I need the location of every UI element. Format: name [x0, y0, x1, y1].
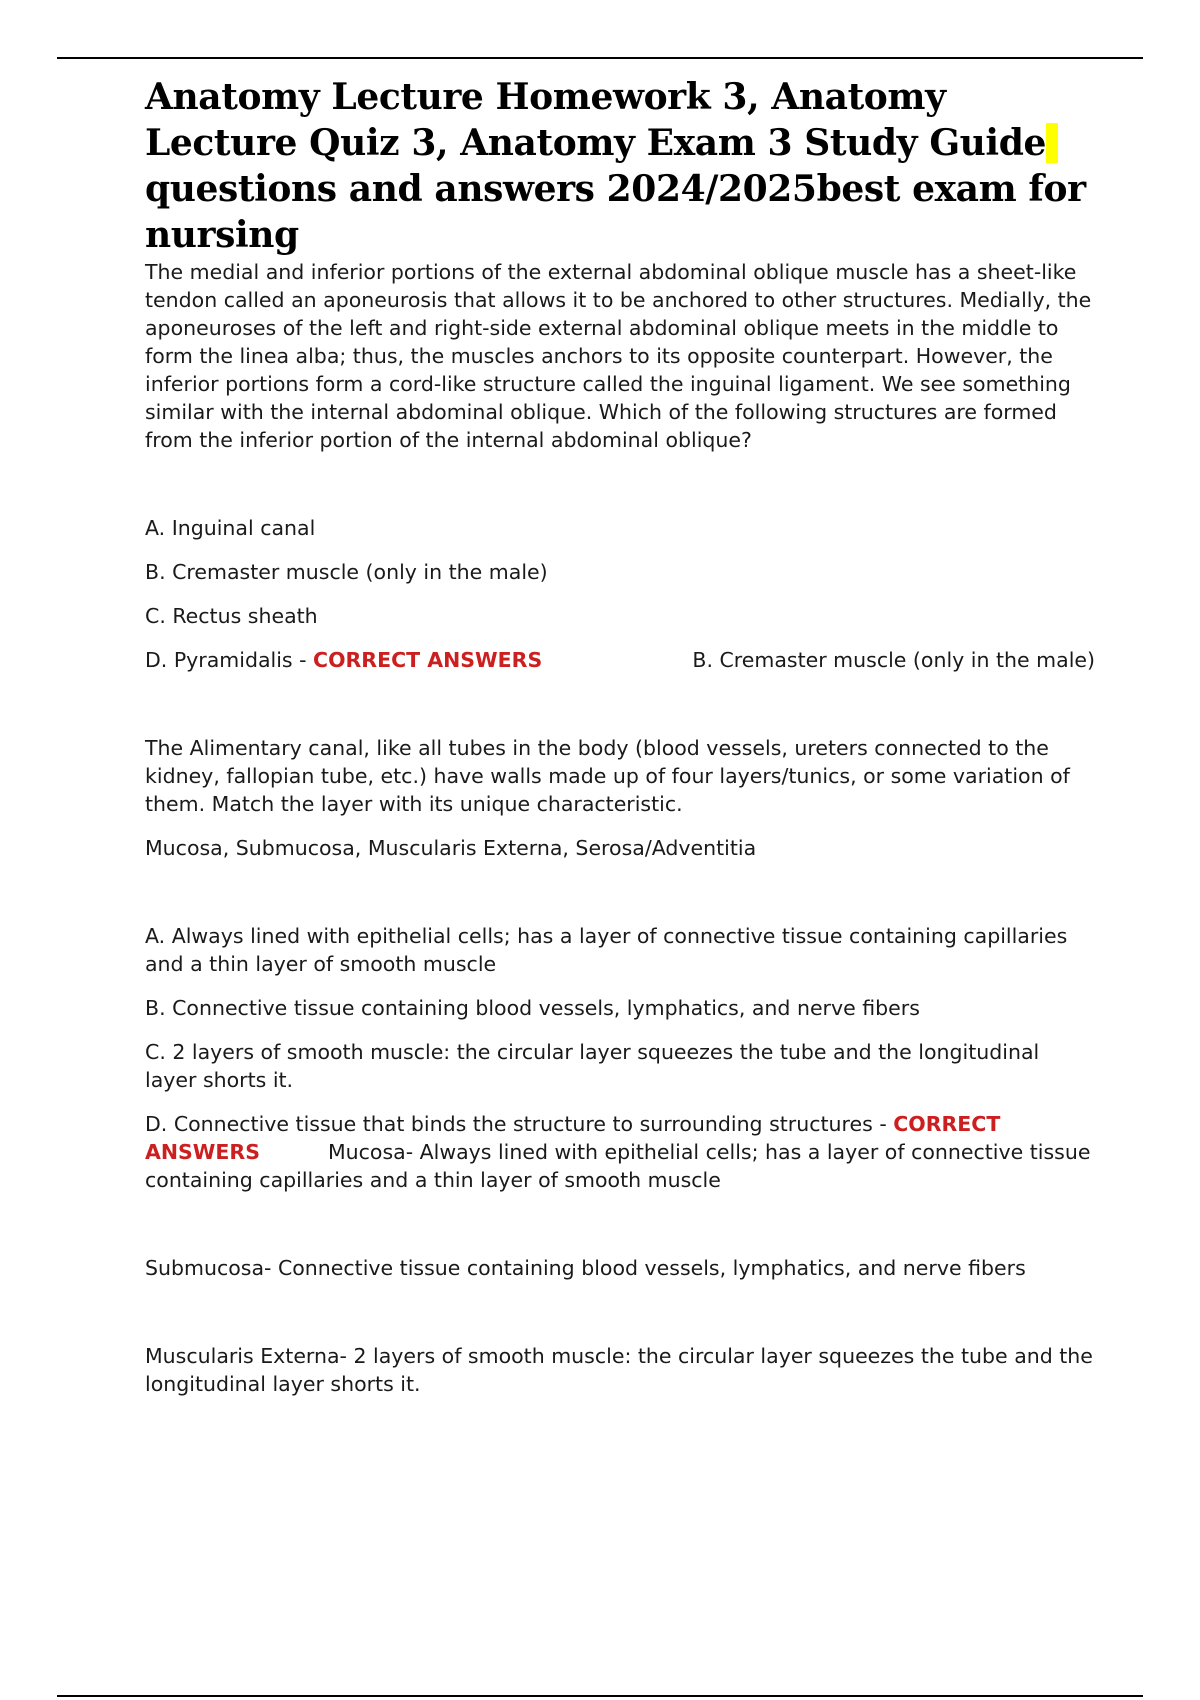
q2-option-b: B. Connective tissue containing blood vessels, lymphatics, and nerve fibers [145, 996, 920, 1020]
q2-option-a: A. Always lined with epithelial cells; has a layer of connective tissue containing capillaries and a thin layer of smooth muscle [145, 924, 1068, 976]
q2-answer-submucosa: Submucosa- Connective tissue containing blood vessels, lymphatics, and nerve fibers [145, 1256, 1026, 1280]
q1-option-d-row [145, 646, 1095, 674]
spacer [145, 1194, 1095, 1254]
q1-option-d [145, 646, 542, 674]
top-rule [57, 57, 1143, 59]
q2-correct-label: CORRECT ANSWERS [145, 1112, 1001, 1164]
q2-answer-muscularis: Muscularis Externa- 2 layers of smooth muscle: the circular layer squeezes the tube and the longitudinal layer shorts it. [145, 1344, 1093, 1396]
q1-option-d-text: D. Pyramidalis - [145, 648, 314, 672]
q2-option-d [145, 1110, 1095, 1194]
bottom-rule [57, 1695, 1143, 1697]
spacer [145, 454, 1095, 514]
q2-answer-mucosa: Mucosa- Always lined with epithelial cells; has a layer of connective tissue containing capillaries and a thin layer of smooth muscle [145, 1140, 1091, 1192]
q2-option-d-text: D. Connective tissue that binds the structure to surrounding structures - [145, 1112, 894, 1136]
spacer [145, 1282, 1095, 1342]
title-part-2: questions and answers 2024/2025best exam for nursing [145, 168, 1086, 256]
q2-terms: Mucosa, Submucosa, Muscularis Externa, Serosa/Adventitia [145, 836, 757, 860]
question-1-text: The medial and inferior portions of the external abdominal oblique muscle has a sheet-like tendon called an aponeurosis that allows it to be anchored to other structures. Medially, the aponeuroses of the left and right-side external abdominal oblique meets in the middle to form the linea alba; thus, the muscles anchors to its opposite counterpart. However, the inferior portions form a cord-like structure called the inguinal ligament. We see something similar with the internal abdominal oblique. Which of the following structures are formed from the inferior portion of the internal abdominal oblique? [145, 260, 1092, 452]
q1-option-b: B. Cremaster muscle (only in the male) [145, 560, 548, 584]
q1-correct-label: CORRECT ANSWERS [313, 648, 543, 672]
question-2-text: The Alimentary canal, like all tubes in the body (blood vessels, ureters connected to the kidney, fallopian tube, etc.) have walls made up of four layers/tunics, or some variation of them. Match the layer with its unique characteristic. [145, 736, 1070, 816]
document-body [145, 74, 1095, 1398]
title-part-1: Anatomy Lecture Homework 3, Anatomy Lecture Quiz 3, Anatomy Exam 3 Study Guide [145, 76, 1046, 164]
q2-option-c: C. 2 layers of smooth muscle: the circular layer squeezes the tube and the longitudinal layer shorts it. [145, 1040, 1040, 1092]
spacer [145, 862, 1095, 922]
document-title [145, 74, 1095, 258]
q1-option-a: A. Inguinal canal [145, 516, 316, 540]
highlight-mark [1046, 123, 1058, 163]
q1-answer: B. Cremaster muscle (only in the male) [692, 648, 1095, 672]
q1-option-c: C. Rectus sheath [145, 604, 318, 628]
spacer [145, 674, 1095, 734]
